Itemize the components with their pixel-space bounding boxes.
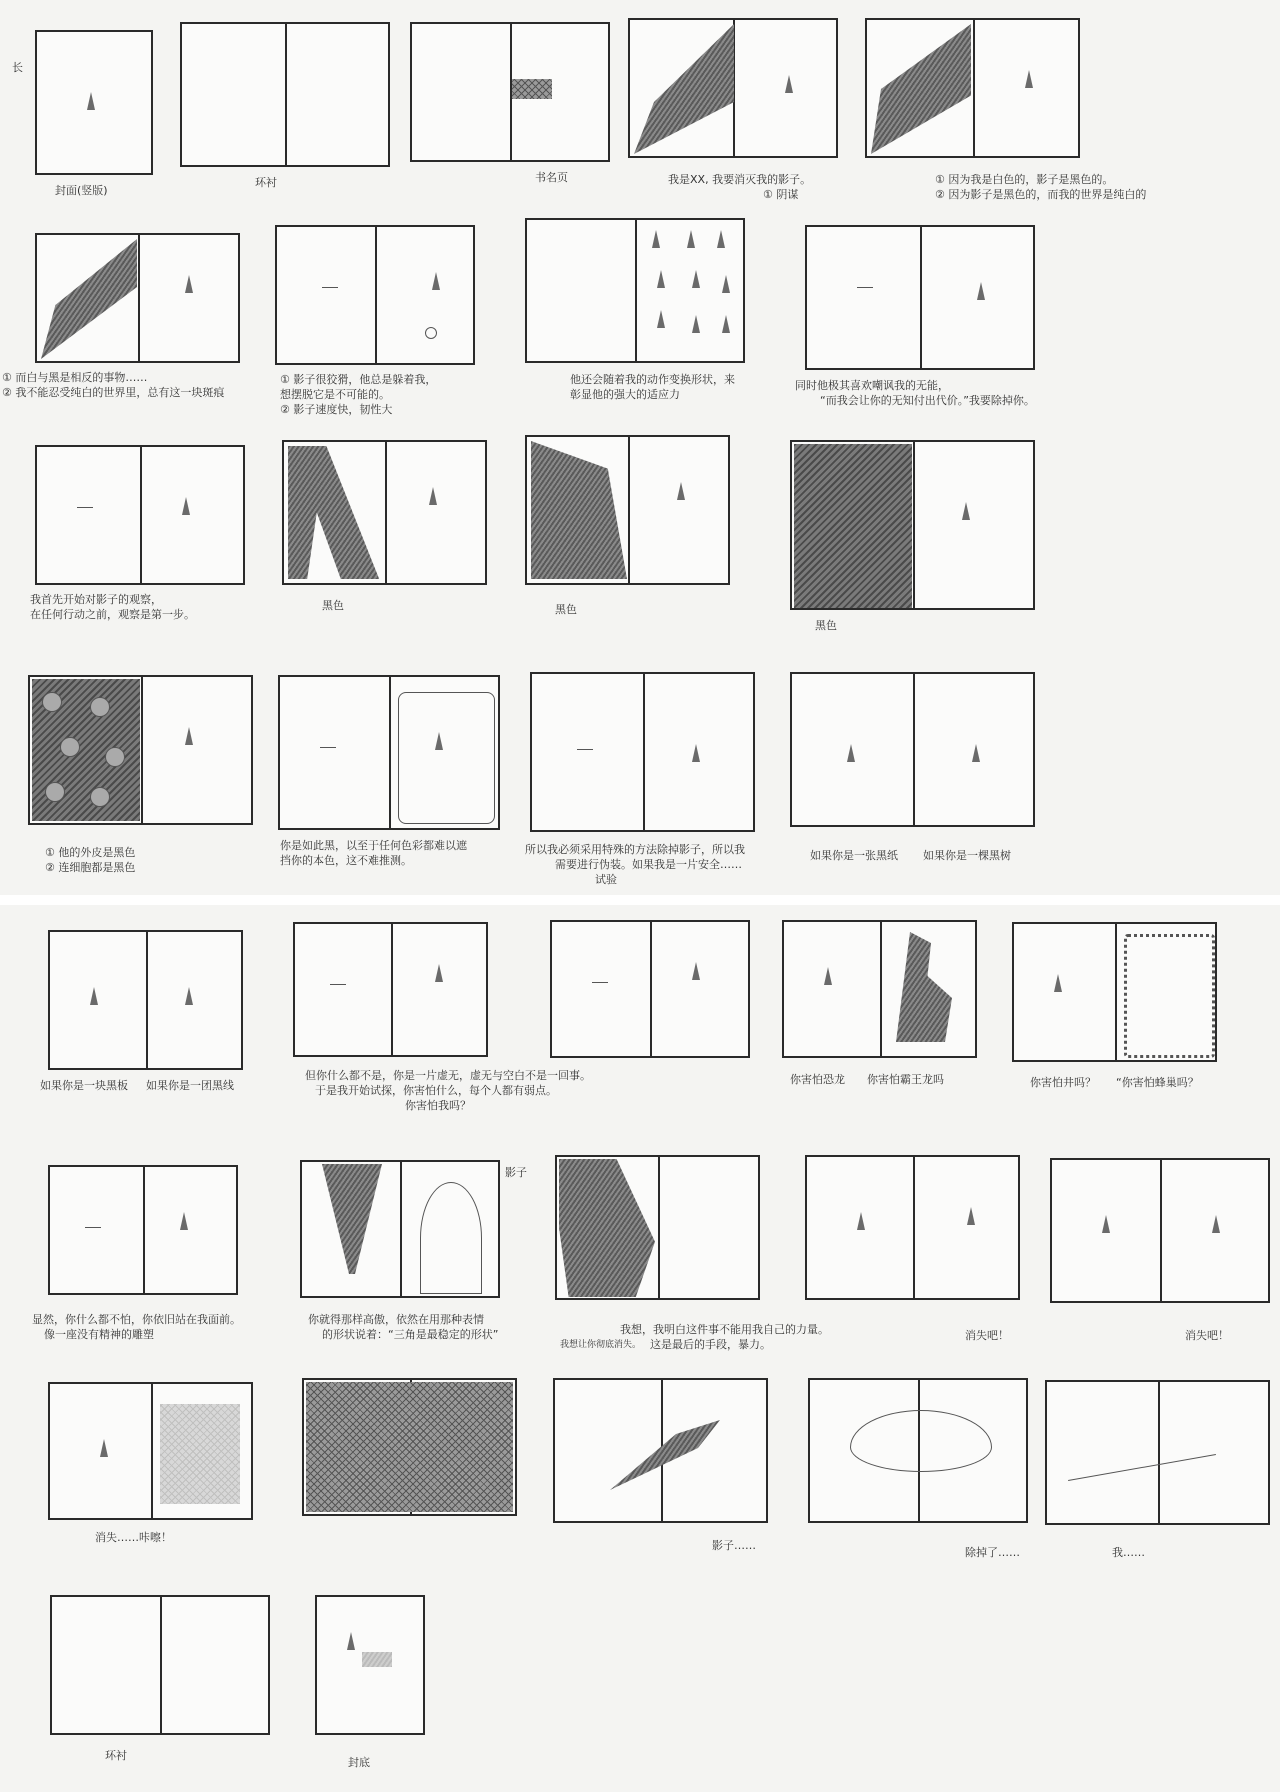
spread-page-17 xyxy=(782,920,977,1058)
caption-page-17: 你害怕恐龙 你害怕霸王龙吗 xyxy=(790,1073,944,1086)
scan-seam xyxy=(0,895,1280,905)
spread-page-8 xyxy=(282,440,487,585)
caption-back-cover: 封底 xyxy=(348,1756,370,1769)
character-figure xyxy=(1054,974,1062,992)
character-figure xyxy=(657,270,665,288)
caption-page-5: 他还会随着我的动作变换形状，来 彰显他的强大的适应力 xyxy=(570,373,735,401)
character-figure xyxy=(347,1632,355,1650)
caption-page-8: 黑色 xyxy=(322,599,344,612)
character-figure xyxy=(677,482,685,500)
character-figure xyxy=(962,502,970,520)
cover-frame xyxy=(35,30,153,175)
crosshatch-fill xyxy=(306,1382,513,1512)
character-figure xyxy=(717,230,725,248)
caption-page-20-tag: 影子 xyxy=(505,1166,527,1179)
character-figure xyxy=(435,964,443,982)
spread-page-13 xyxy=(530,672,755,832)
caption-page-7: 我首先开始对影子的观察， 在任何行动之前，观察是第一步。 xyxy=(30,593,195,621)
dinosaur-shape xyxy=(889,932,959,1042)
spread-page-24 xyxy=(48,1382,253,1520)
spread-page-19 xyxy=(48,1165,238,1295)
caption-page-16: 但你什么都不是，你是一片虚无，虚无与空白不是一回事。 于是我开始试探，你害怕什么，每个人都有弱点。 你害怕我吗？ xyxy=(305,1069,591,1112)
cell xyxy=(90,697,110,717)
character-figure xyxy=(652,230,660,248)
character-figure xyxy=(182,497,190,515)
character-figure xyxy=(1102,1215,1110,1233)
spread-page-21 xyxy=(555,1155,760,1300)
caption-page-22: 消失吧！ xyxy=(965,1329,1009,1342)
shadow-remnant xyxy=(362,1652,392,1667)
caption-page-21-side: 我想让你彻底消失。 xyxy=(560,1340,642,1350)
character-figure xyxy=(692,744,700,762)
character-figure xyxy=(722,275,730,293)
hand-shape xyxy=(559,1159,655,1297)
character-figure xyxy=(1212,1215,1220,1233)
spread-page-16b xyxy=(550,920,750,1058)
spread-page-23 xyxy=(1050,1158,1270,1303)
cell xyxy=(45,782,65,802)
caption-endpaper-front: 环衬 xyxy=(255,176,277,189)
back-cover-frame xyxy=(315,1595,425,1735)
spread-page-15 xyxy=(48,930,243,1070)
text-mark xyxy=(857,287,873,288)
shadow-shape xyxy=(634,24,734,154)
character-figure xyxy=(977,282,985,300)
caption-page-9: 黑色 xyxy=(555,603,577,616)
spread-page-6 xyxy=(805,225,1035,370)
character-figure xyxy=(87,92,95,110)
caption-page-6: 同时他极其喜欢嘲讽我的无能， “而我会让你的无知付出代价。”我要除掉你。 xyxy=(795,379,1035,407)
caption-page-3: ① 而白与黑是相反的事物…… ② 我不能忍受纯白的世界里，总有这一块斑痕 xyxy=(2,371,225,399)
spread-page-1 xyxy=(628,18,838,158)
character-figure xyxy=(185,987,193,1005)
spread-page-10 xyxy=(790,440,1035,610)
shadow-blob xyxy=(425,327,437,339)
character-figure xyxy=(972,744,980,762)
shadow-shape xyxy=(610,1420,720,1490)
caption-page-27: 除掉了…… xyxy=(965,1546,1020,1559)
margin-label: 长 xyxy=(12,61,23,74)
caption-page-24: 消失……咔嚓！ xyxy=(95,1531,172,1544)
character-figure xyxy=(687,230,695,248)
text-mark xyxy=(577,749,593,750)
spread-page-25 xyxy=(302,1378,517,1516)
shadow-fill xyxy=(794,444,912,608)
character-figure xyxy=(967,1207,975,1225)
spread-endpaper-back xyxy=(50,1595,270,1735)
scissors-shape xyxy=(160,1404,240,1504)
spread-title-page xyxy=(410,22,610,162)
character-figure xyxy=(824,967,832,985)
spread-page-28 xyxy=(1045,1380,1270,1525)
caption-page-21: 我想，我明白这件事不能用我自己的力量。 这是最后的手段，暴力。 xyxy=(620,1323,829,1351)
caption-page-18: 你害怕井吗？ “你害怕蜂巢吗？ xyxy=(1030,1076,1199,1089)
spread-page-16a xyxy=(293,922,488,1057)
caption-page-1: 我是XX, 我要消灭我的影子。 ① 阴谋 xyxy=(668,173,812,201)
spread-page-27 xyxy=(808,1378,1028,1523)
character-figure xyxy=(432,272,440,290)
caption-page-13: 所以我必须采用特殊的方法除掉影子，所以我 需要进行伪装。如果我是一片安全…… 试验 xyxy=(525,843,745,886)
cut-line xyxy=(1068,1454,1216,1481)
character-figure xyxy=(847,744,855,762)
spread-page-22 xyxy=(805,1155,1020,1300)
caption-page-23: 消失吧！ xyxy=(1185,1329,1229,1342)
text-mark xyxy=(320,747,336,748)
shadow-shape xyxy=(288,446,384,579)
character-figure xyxy=(1025,70,1033,88)
spread-page-20 xyxy=(300,1160,500,1298)
character-figure xyxy=(180,1212,188,1230)
spread-page-5 xyxy=(525,218,745,363)
cell xyxy=(42,692,62,712)
text-mark xyxy=(330,984,346,985)
character-figure xyxy=(692,315,700,333)
honeycomb-texture xyxy=(1124,934,1215,1058)
character-figure xyxy=(90,987,98,1005)
caption-page-2: ① 因为我是白色的，影子是黑色的。 ② 因为影子是黑色的，而我的世界是纯白的 xyxy=(935,173,1147,201)
title-scribble xyxy=(512,79,552,99)
spread-endpaper-front xyxy=(180,22,390,167)
text-mark xyxy=(77,507,93,508)
character-figure xyxy=(429,487,437,505)
shadow-shape xyxy=(871,24,971,154)
shadow-shape xyxy=(531,441,627,579)
caption-page-19: 显然，你什么都不怕，你依旧站在我面前。 像一座没有精神的雕塑 xyxy=(32,1313,241,1341)
character-figure xyxy=(785,75,793,93)
character-figure xyxy=(857,1212,865,1230)
spread-page-7 xyxy=(35,445,245,585)
spread-page-18 xyxy=(1012,922,1217,1062)
paper-texture xyxy=(398,692,495,824)
spread-page-11 xyxy=(28,675,253,825)
caption-endpaper-back: 环衬 xyxy=(105,1749,127,1762)
caption-page-26: 影子…… xyxy=(712,1539,756,1552)
character-figure xyxy=(185,727,193,745)
spread-page-9 xyxy=(525,435,730,585)
character-figure xyxy=(692,270,700,288)
caption-page-20: 你就得那样高傲，依然在用那种表情 的形状说着：“三角是最稳定的形状” xyxy=(308,1313,499,1341)
caption-page-4: ① 影子很狡猾，他总是躲着我， 想摆脱它是不可能的。 ② 影子速度快，韧性大 xyxy=(280,373,437,416)
cell xyxy=(60,737,80,757)
text-mark xyxy=(592,982,608,983)
character-figure xyxy=(692,962,700,980)
shadow-shape xyxy=(41,239,137,359)
caption-title-page: 书名页 xyxy=(535,171,568,184)
text-mark xyxy=(322,287,338,288)
spread-page-4 xyxy=(275,225,475,365)
shadow-fingers xyxy=(322,1164,382,1274)
spread-page-14 xyxy=(790,672,1035,827)
cell xyxy=(105,747,125,767)
spread-page-2 xyxy=(865,18,1080,158)
caption-page-12: 你是如此黑，以至于任何色彩都难以遮 挡你的本色，这不难推测。 xyxy=(280,839,467,867)
spread-page-3 xyxy=(35,233,240,363)
caption-page-11: ① 他的外皮是黑色 ② 连细胞都是黑色 xyxy=(45,846,136,874)
character-figure xyxy=(722,315,730,333)
caption-cover: 封面(竖版) xyxy=(55,184,108,197)
character-figure xyxy=(657,310,665,328)
caption-page-28: 我…… xyxy=(1112,1546,1145,1559)
spread-page-12 xyxy=(278,675,500,830)
character-figure xyxy=(185,275,193,293)
cell xyxy=(90,787,110,807)
blade-outline xyxy=(850,1410,992,1472)
caption-page-14: 如果你是一张黑纸 如果你是一棵黑树 xyxy=(810,849,1011,862)
spread-page-26 xyxy=(553,1378,768,1523)
text-mark xyxy=(85,1227,101,1228)
caption-page-10: 黑色 xyxy=(815,619,837,632)
character-figure xyxy=(435,732,443,750)
character-figure xyxy=(100,1439,108,1457)
caption-page-15: 如果你是一块黑板 如果你是一团黑线 xyxy=(40,1079,234,1092)
triangle-face xyxy=(420,1182,482,1294)
